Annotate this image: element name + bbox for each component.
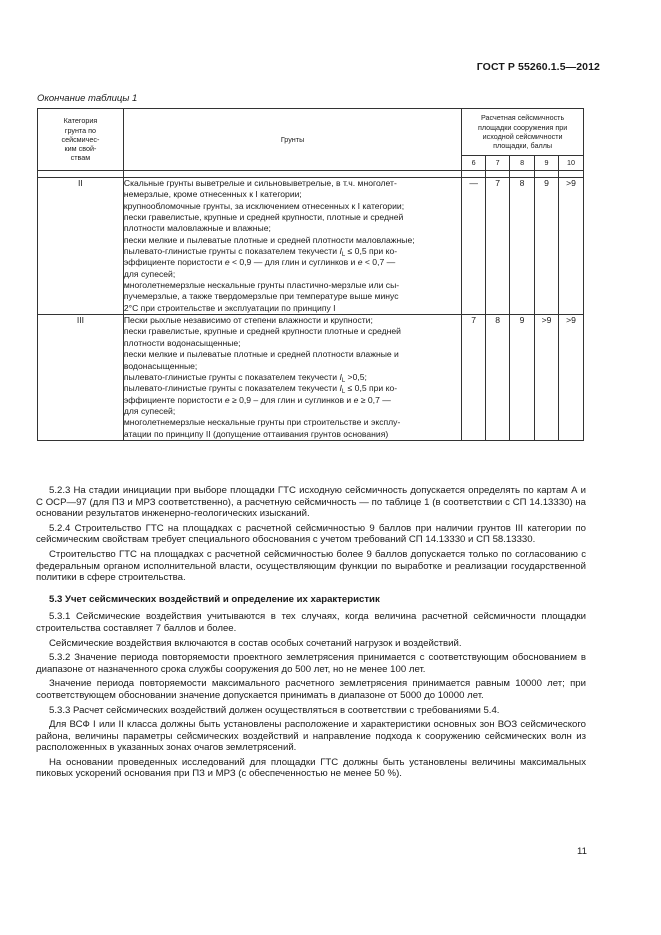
paragraph-5-3-3-cont2: На основании проведенных исследований для площадки ГТС должны быть установлены величины максимальных пиковых ускорений основания при ПЗ и МРЗ (с обеспеченностью не менее 50 %). bbox=[36, 756, 586, 780]
value-cell: >9 bbox=[558, 315, 583, 441]
soil-line: атации по принципу II (допущение оттаивания грунтов основания) bbox=[123, 428, 389, 439]
value-cell: >9 bbox=[558, 178, 583, 315]
paragraph-5-3-3-cont: Для ВСФ I или II класса должны быть установлены расположение и характеристики основных зон ВОЗ сейсмического района, величины параметры сейсмических воздействий и направление подхода к сооружению сейсмических волн из расположенных в указанных зонах очагов землетрясений. bbox=[36, 719, 586, 754]
paragraph-5-2-4: 5.2.4 Строительство ГТС на площадках с расчетной сейсмичностью 9 баллов при наличии грунтов III категории по сейсмическим свойствам требует специального обоснования с учетом требований СП 14.13330 и СП 58.13330. bbox=[36, 522, 586, 546]
intensity-col-9: 9 bbox=[535, 156, 559, 171]
value-cell: — bbox=[462, 178, 486, 315]
value-cell: 9 bbox=[535, 178, 559, 315]
col-header-seismicity-line: площадки сооружения при bbox=[477, 122, 568, 132]
body-text bbox=[36, 485, 586, 783]
soil-line: крупнообломочные грунты, за исключением отнесенных к I категории; bbox=[123, 200, 405, 211]
col-header-category-line: Категория bbox=[63, 116, 98, 126]
soil-line: пески гравелистые, крупные и средней крупности, плотные и средней bbox=[123, 212, 404, 223]
paragraph-5-3-3: 5.3.3 Расчет сейсмических воздействий должен осуществляться в соответствии с требованиями 5.4. bbox=[49, 704, 500, 716]
paragraph-5-3-2-cont: Значение периода повторяемости максимального расчетного землетрясения принимается равным 10000 лет; при соответствующем обосновании значение допускается принимать в диапазоне от 5000 до 10000 лет. bbox=[36, 678, 586, 701]
soil-line: многолетнемерзлые нескальные грунты при строительстве и эксплу- bbox=[123, 417, 401, 428]
soil-description-cell bbox=[123, 315, 461, 441]
table-row bbox=[38, 315, 584, 441]
soil-line: пылевато-глинистые грунты с показателем текучести $I_L \le 0,5$ при ко- bbox=[123, 246, 398, 259]
table-caption: Окончание таблицы 1 bbox=[37, 93, 138, 104]
table-row bbox=[38, 178, 584, 315]
col-header-soils: Грунты bbox=[123, 109, 461, 171]
soil-line: немерзлые, кроме отнесенных к I категории; bbox=[123, 189, 302, 200]
col-header-category-line: сейсмичес- bbox=[61, 134, 100, 144]
soil-line: пылевато-глинистые грунты с показателем текучести $I_L \le 0,5$ при ко- bbox=[123, 383, 398, 396]
soil-description-cell bbox=[123, 178, 461, 315]
soil-line: плотности маловлажные и влажные; bbox=[123, 223, 271, 234]
soil-line: многолетнемерзлые нескальные грунты пластично-мерзлые или сы- bbox=[123, 280, 400, 291]
value-cell: 8 bbox=[510, 178, 535, 315]
soil-line: пылевато-глинистые грунты с показателем текучести $I_L >0,5$; bbox=[123, 371, 367, 384]
col-header-seismicity-line: Расчетная сейсмичность bbox=[480, 113, 565, 123]
soil-line: 2°С при строительстве и эксплуатации по принципу I bbox=[123, 302, 336, 313]
intensity-col-7: 7 bbox=[486, 156, 510, 171]
value-cell: 7 bbox=[462, 315, 486, 441]
soil-category-table bbox=[37, 108, 584, 441]
intensity-col-10: 10 bbox=[558, 156, 583, 171]
value-cell: 8 bbox=[486, 315, 510, 441]
category-cell: III bbox=[38, 315, 124, 441]
soil-line: Пески рыхлые независимо от степени влажности и крупности; bbox=[123, 315, 373, 326]
col-header-category-line: грунта по bbox=[64, 125, 97, 135]
value-cell: 7 bbox=[486, 178, 510, 315]
soil-line: плотности водонасыщенные; bbox=[123, 337, 241, 348]
standard-code: ГОСТ Р 55260.1.5—2012 bbox=[476, 61, 600, 73]
soil-line: пучемерзлые, а также твердомерзлые при температуре выше минус bbox=[123, 291, 399, 302]
soil-line: пески мелкие и пылеватые плотные и средней плотности маловлажные; bbox=[123, 234, 415, 245]
col-header-category bbox=[38, 109, 124, 171]
page-number: 11 bbox=[577, 846, 587, 857]
col-header-category-line: ствам bbox=[70, 153, 91, 163]
intensity-col-6: 6 bbox=[462, 156, 486, 171]
paragraph-5-3-2: 5.3.2 Значение периода повторяемости проектного землетрясения принимается с соответствующим обоснованием в диапазоне от назначенного срока службы сооружения до 500 лет, но не менее 100 лет. bbox=[36, 652, 586, 675]
paragraph-5-2-4-cont: Строительство ГТС на площадках с расчетной сейсмичностью более 9 баллов допускается только по согласованию с федеральным органом исполнительной власти, осуществляющим функции по выработке и реализации государственной политики в сфере строительства. bbox=[36, 548, 586, 584]
col-header-seismicity bbox=[462, 109, 584, 156]
col-header-category-line: ким свой- bbox=[64, 144, 97, 154]
soil-line: пески мелкие и пылеватые плотные и средней плотности влажные и bbox=[123, 349, 399, 360]
soil-line: Скальные грунты выветрелые и сильновыветрелые, в т.ч. многолет- bbox=[123, 178, 397, 188]
soil-line: пески гравелистые, крупные и средней крупности плотные и средней bbox=[123, 326, 401, 337]
category-cell: II bbox=[38, 178, 124, 315]
soil-line: для супесей; bbox=[123, 405, 176, 416]
intensity-col-8: 8 bbox=[510, 156, 535, 171]
soil-line: для супесей; bbox=[123, 268, 176, 279]
soil-line: эффициенте пористости e ≥ 0,9 – для глин и суглинков и e ≥ 0,7 — bbox=[123, 394, 391, 405]
header-gap-row bbox=[38, 171, 584, 178]
section-heading-5-3: 5.3 Учет сейсмических воздействий и определение их характеристик bbox=[49, 593, 380, 605]
value-cell: >9 bbox=[535, 315, 559, 441]
soil-line: водонасыщенные; bbox=[123, 360, 198, 371]
value-cell: 9 bbox=[510, 315, 535, 441]
paragraph-5-3-1: 5.3.1 Сейсмические воздействия учитываются в тех случаях, когда величина расчетной сейсмичности площадки строительства составляет 7 баллов и более. bbox=[36, 611, 586, 634]
paragraph-5-2-3: 5.2.3 На стадии инициации при выборе площадки ГТС исходную сейсмичность допускается определять по картам А и С ОСР—97 (для ПЗ и МРЗ соответственно), а расчетную сейсмичность — по таблице 1 (в соответствии с СП 14.13330) на основании результатов инженерно-геологических изысканий. bbox=[36, 485, 586, 520]
soil-line: эффициенте пористости e < 0,9 — для глин и суглинков и e < 0,7 — bbox=[123, 257, 396, 268]
col-header-seismicity-line: исходной сейсмичности bbox=[482, 132, 563, 141]
paragraph-5-3-1-cont: Сейсмические воздействия включаются в состав особых сочетаний нагрузок и воздействий. bbox=[49, 637, 462, 649]
col-header-seismicity-line: площадки, баллы bbox=[493, 141, 553, 151]
